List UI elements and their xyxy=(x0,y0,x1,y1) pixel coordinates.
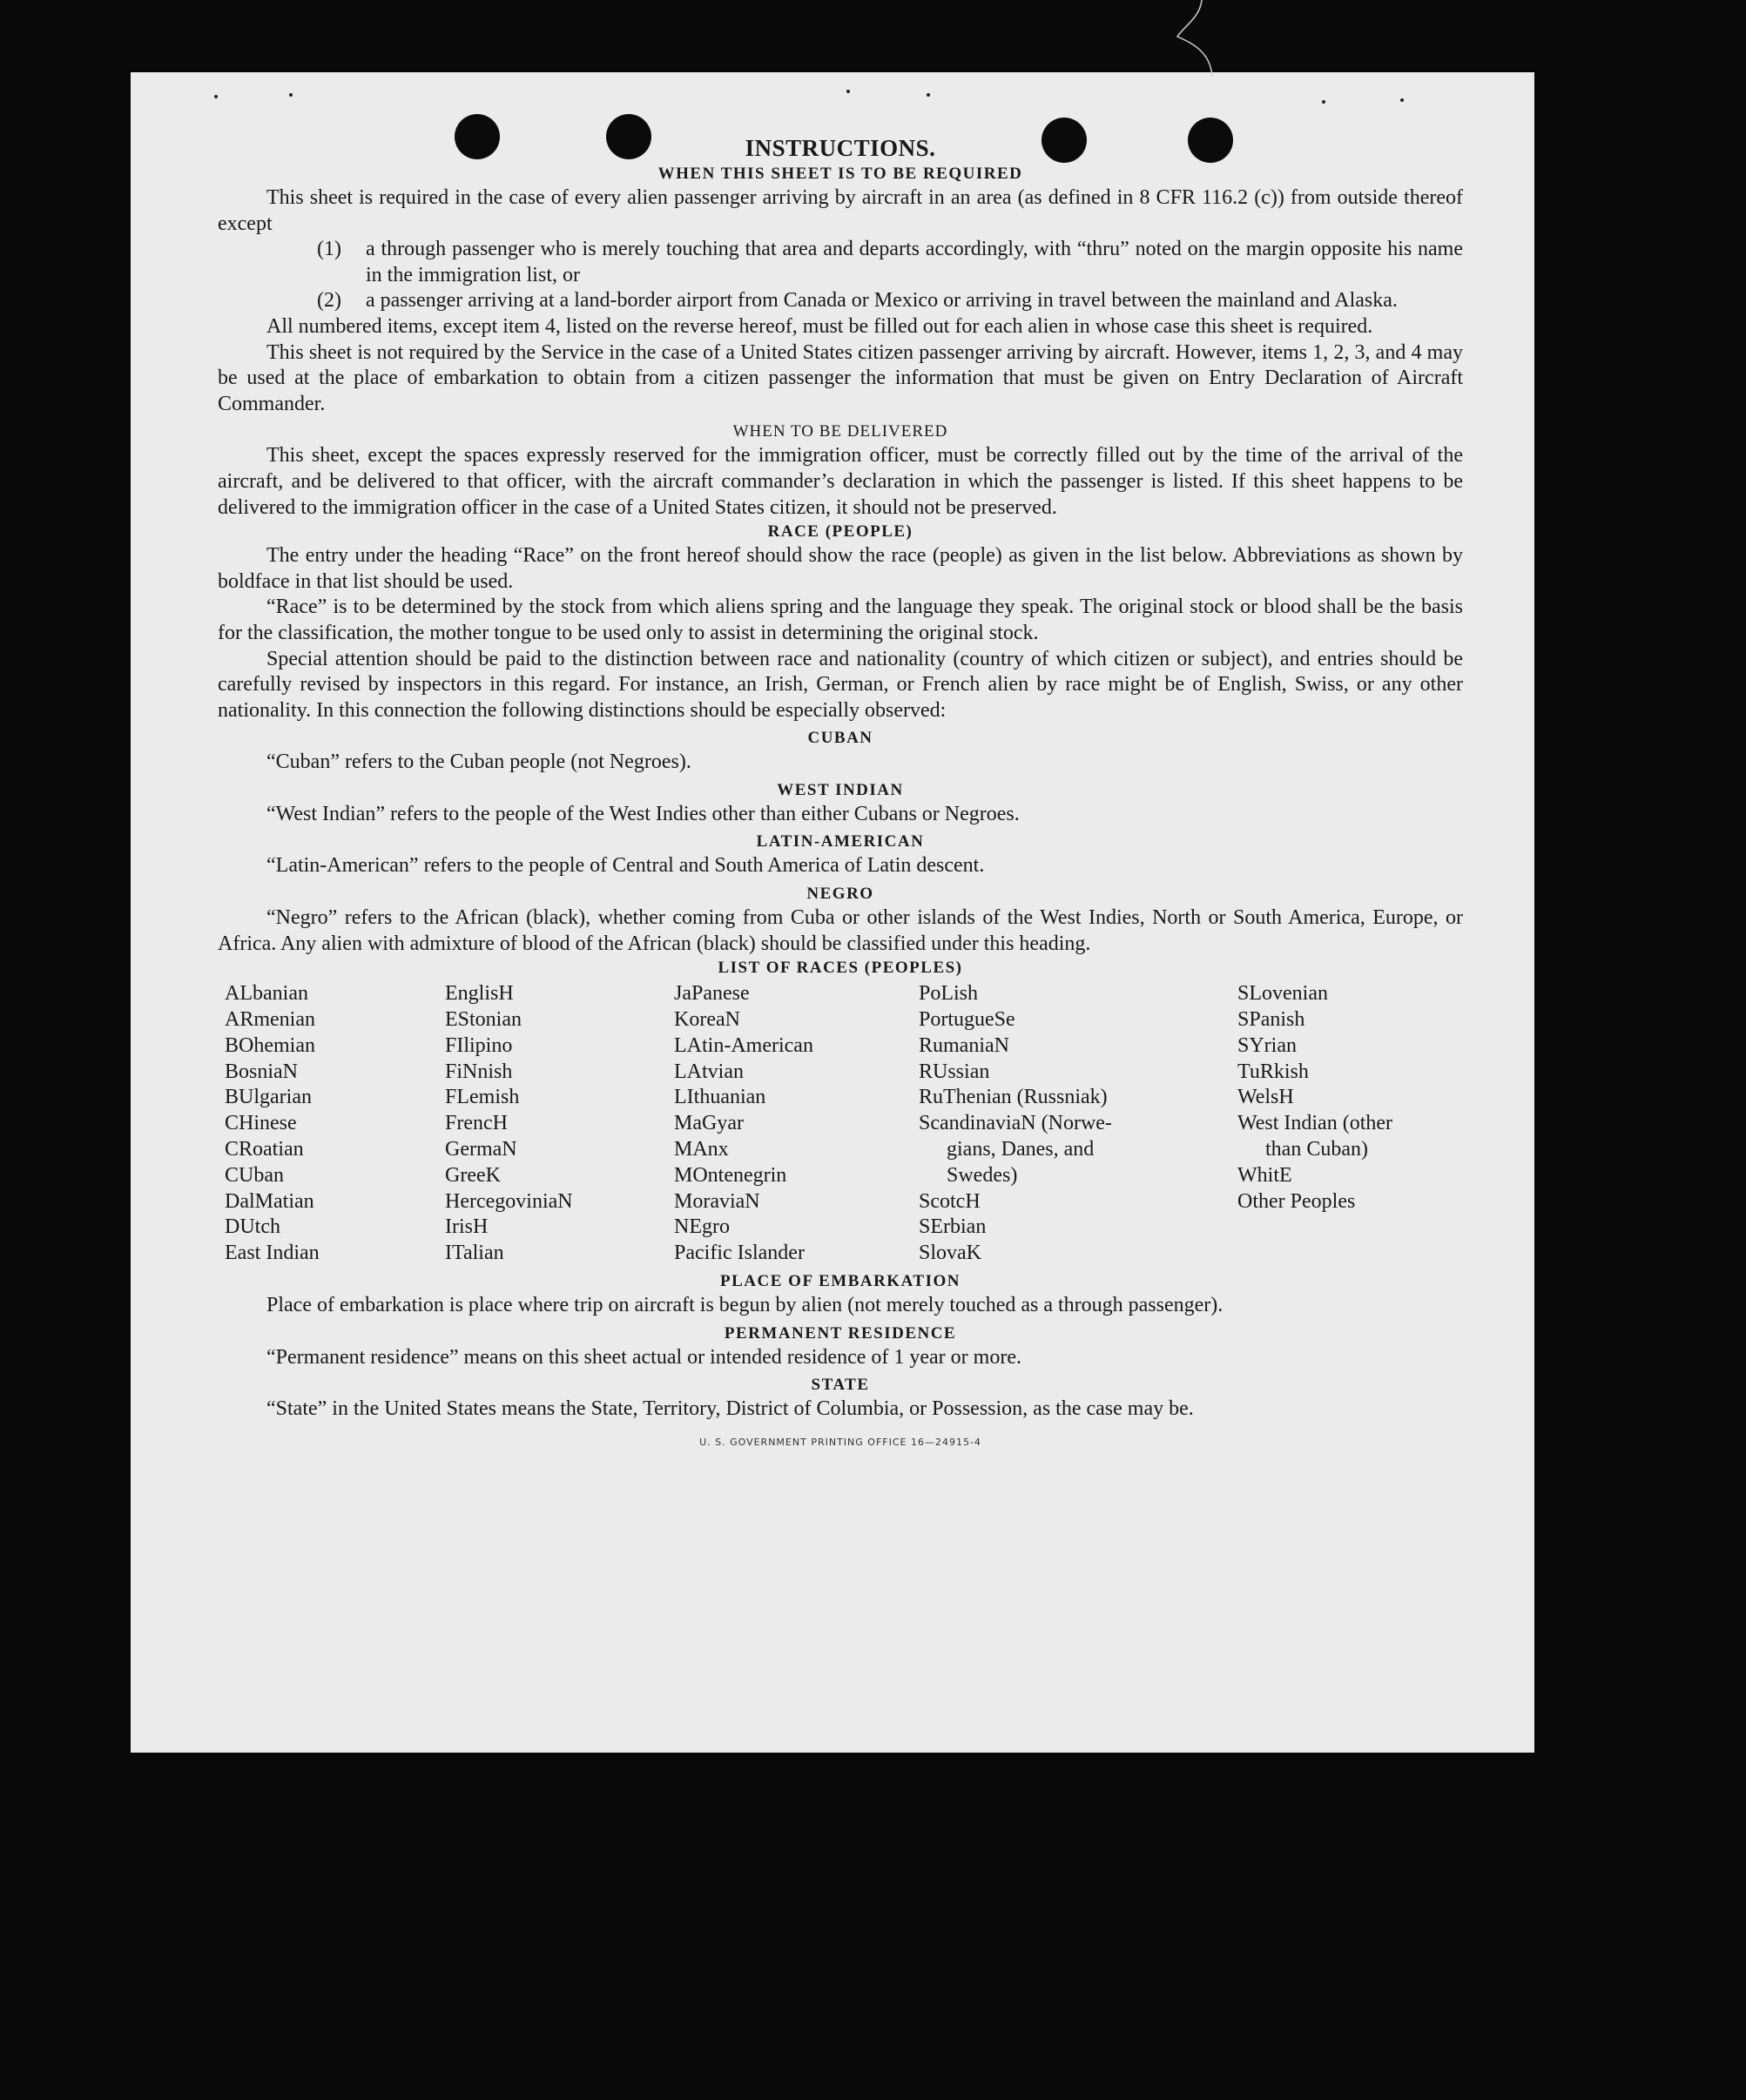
race-entry: EnglisH xyxy=(445,982,514,1006)
races-column xyxy=(445,981,674,1267)
hair-strand xyxy=(1158,0,1228,78)
races-column xyxy=(1237,981,1464,1267)
race-entry: gians, Danes, and xyxy=(947,1138,1095,1161)
race-entry: FLemish xyxy=(445,1086,520,1109)
race-entry: GermaN xyxy=(445,1138,517,1161)
race-entry: FiNnish xyxy=(445,1060,513,1083)
paragraph: All numbered items, except item 4, listed on the reverse hereof, must be filled out for each alien in whose case this sheet is required. xyxy=(266,314,1373,338)
races-list xyxy=(225,981,1463,1267)
section-heading-races-list: LIST OF RACES (PEOPLES) xyxy=(718,959,963,978)
section-heading-residence: PERMANENT RESIDENCE xyxy=(724,1323,957,1343)
races-column xyxy=(919,981,1237,1267)
race-entry: SPanish xyxy=(1237,1008,1305,1032)
race-entry: CUban xyxy=(225,1163,284,1187)
races-column xyxy=(225,981,445,1267)
item-text: a through passenger who is merely touching that area and departs accordingly, with “thru” noted on the margin opposite his name in the immigration list, or xyxy=(366,238,1463,286)
race-entry: TuRkish xyxy=(1237,1060,1309,1083)
race-entry: DalMatian xyxy=(225,1189,314,1213)
section-heading-cuban: CUBAN xyxy=(807,729,873,748)
race-entry: JaPanese xyxy=(674,982,750,1006)
paragraph: This sheet is not required by the Service in the case of a United States citizen passenger arriving by aircraft. However, items 1, 2, 3, and 4 may be used at the place of embarkation to obtain from a citizen passenger the information that must be given on Entry Declaration of Aircraft Commander. xyxy=(218,340,1463,415)
race-entry: EStonian xyxy=(445,1008,522,1032)
race-entry: BOhemian xyxy=(225,1033,315,1057)
paragraph: This sheet is required in the case of every alien passenger arriving by aircraft in an area (as defined in 8 CFR 116.2 (c)) from outside thereof except xyxy=(218,186,1463,235)
race-entry: PoLish xyxy=(919,982,979,1006)
item-number: (2) xyxy=(317,289,341,313)
section-heading-west-indian: WEST INDIAN xyxy=(777,780,904,799)
item-number: (1) xyxy=(317,238,341,261)
printer-imprint: U. S. GOVERNMENT PRINTING OFFICE 16—24915-4 xyxy=(699,1436,981,1448)
section-heading-delivered: WHEN TO BE DELIVERED xyxy=(732,422,948,441)
race-entry: ARmenian xyxy=(225,1008,315,1032)
paragraph: “Permanent residence” means on this sheet actual or intended residence of 1 year or more. xyxy=(266,1345,1021,1369)
race-entry: NEgro xyxy=(674,1215,730,1239)
race-entry: ScandinaviaN (Norwe- xyxy=(919,1112,1112,1135)
document-sheet xyxy=(131,72,1534,1753)
race-entry: LAtvian xyxy=(674,1060,744,1083)
race-entry: HercegoviniaN xyxy=(445,1189,573,1213)
race-entry: ALbanian xyxy=(225,982,308,1006)
paragraph: Place of embarkation is place where trip on aircraft is begun by alien (not merely touched as a through passenger). xyxy=(266,1294,1224,1317)
race-entry: CRoatian xyxy=(225,1138,304,1161)
list-item xyxy=(317,288,1463,314)
section-heading-state: STATE xyxy=(811,1376,870,1395)
race-entry: MAnx xyxy=(674,1138,729,1161)
paragraph: “Cuban” refers to the Cuban people (not Negroes). xyxy=(266,750,691,774)
race-entry: GreeK xyxy=(445,1163,501,1187)
race-entry: Pacific Islander xyxy=(674,1242,805,1265)
list-item xyxy=(317,237,1463,288)
section-heading-latin-american: LATIN-AMERICAN xyxy=(756,832,925,851)
paragraph: The entry under the heading “Race” on the front hereof should show the race (people) as given in the list below. Abbreviations as shown by boldface in that list should be used. xyxy=(218,544,1463,593)
race-entry: RumaniaN xyxy=(919,1033,1009,1057)
paragraph: “State” in the United States means the State, Territory, District of Columbia, or Possession, as the case may be. xyxy=(266,1397,1194,1421)
race-entry: FIlipino xyxy=(445,1033,513,1057)
race-entry: SYrian xyxy=(1237,1033,1297,1057)
race-entry: ITalian xyxy=(445,1242,504,1265)
paragraph: “Race” is to be determined by the stock from which aliens spring and the language they speak. The original stock or blood shall be the basis for the classification, the mother tongue to be used only to assist in determining the original stock. xyxy=(218,596,1463,644)
paragraph: “Latin-American” refers to the people of Central and South America of Latin descent. xyxy=(266,854,985,878)
race-entry: SlovaK xyxy=(919,1242,981,1265)
race-entry: MoraviaN xyxy=(674,1189,760,1213)
race-entry: than Cuban) xyxy=(1265,1138,1368,1161)
race-entry: RuThenian (Russniak) xyxy=(919,1086,1108,1109)
race-entry: DUtch xyxy=(225,1215,280,1239)
race-entry: Other Peoples xyxy=(1237,1189,1356,1213)
race-entry: BosniaN xyxy=(225,1060,298,1083)
section-heading-required: WHEN THIS SHEET IS TO BE REQUIRED xyxy=(657,165,1023,183)
paragraph: “West Indian” refers to the people of the West Indies other than either Cubans or Negroes. xyxy=(266,802,1020,825)
paragraph: Special attention should be paid to the distinction between race and nationality (country of which citizen or subject), and entries should be carefully revised by inspectors in this regard. For instance, an Irish, German, or French alien by race might be of English, Swiss, or any other nationality. In this connection the following distinctions should be especially observed: xyxy=(218,647,1463,722)
race-entry: LIthuanian xyxy=(674,1086,766,1109)
races-column xyxy=(674,981,919,1267)
race-entry: KoreaN xyxy=(674,1008,740,1032)
page-title: INSTRUCTIONS. xyxy=(745,135,936,161)
paragraph: This sheet, except the spaces expressly reserved for the immigration officer, must be correctly filled out by the time of the arrival of the aircraft, and be delivered to that officer, with the aircraft commander’s declaration in which the passenger is listed. If this sheet happens to be delivered to the immigration officer in the case of a United States citizen, it should not be preserved. xyxy=(218,444,1463,519)
race-entry: MaGyar xyxy=(674,1112,744,1135)
race-entry: Swedes) xyxy=(947,1163,1018,1187)
race-entry: WhitE xyxy=(1237,1163,1292,1187)
race-entry: RUssian xyxy=(919,1060,990,1083)
section-heading-race: RACE (PEOPLE) xyxy=(767,522,913,542)
document-body xyxy=(218,133,1463,1455)
race-entry: SErbian xyxy=(919,1215,987,1239)
section-heading-negro: NEGRO xyxy=(806,885,874,904)
race-entry: LAtin-American xyxy=(674,1033,813,1057)
race-entry: PortugueSe xyxy=(919,1008,1015,1032)
race-entry: West Indian (other xyxy=(1237,1112,1393,1135)
section-heading-embarkation: PLACE OF EMBARKATION xyxy=(720,1272,961,1291)
race-entry: BUlgarian xyxy=(225,1086,312,1109)
item-text: a passenger arriving at a land-border airport from Canada or Mexico or arriving in travel between the mainland and Alaska. xyxy=(366,289,1398,313)
paragraph: “Negro” refers to the African (black), whether coming from Cuba or other islands of the West Indies, North or South America, Europe, or Africa. Any alien with admixture of blood of the African (black) should be classified under this heading. xyxy=(218,906,1463,955)
race-entry: FrencH xyxy=(445,1112,508,1135)
race-entry: WelsH xyxy=(1237,1086,1294,1109)
race-entry: ScotcH xyxy=(919,1189,981,1213)
race-entry: East Indian xyxy=(225,1242,320,1265)
race-entry: MOntenegrin xyxy=(674,1163,787,1187)
race-entry: SLovenian xyxy=(1237,982,1328,1006)
race-entry: IrisH xyxy=(445,1215,489,1239)
race-entry: CHinese xyxy=(225,1112,297,1135)
